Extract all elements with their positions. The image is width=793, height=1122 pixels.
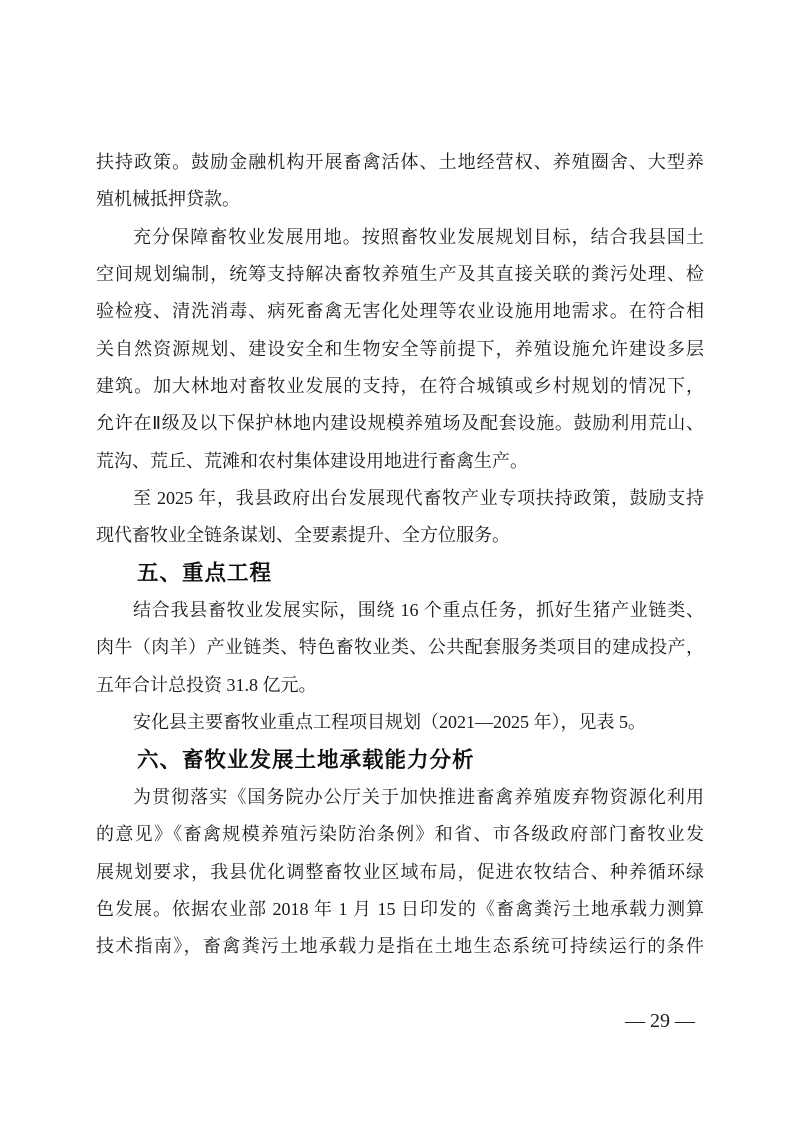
page-number: — 29 —: [625, 1010, 695, 1032]
text-line: 技术指南》，畜禽粪污土地承载力是指在土地生态系统可持续运行的条件: [96, 936, 704, 957]
text-line: 色发展。依据农业部 2018 年 1 月 15 日印发的《畜禽粪污土地承载力测算: [96, 898, 704, 919]
section-heading-5: 五、重点工程: [137, 560, 273, 585]
text-line: 现代畜牧业全链条谋划、全要素提升、全方位服务。: [96, 525, 510, 546]
text-line: 荒沟、荒丘、荒滩和农村集体建设用地进行畜禽生产。: [96, 450, 528, 471]
text-line: 肉牛（肉羊）产业链类、特色畜牧业类、公共配套服务类项目的建成投产，: [96, 637, 704, 658]
text-line: 建筑。加大林地对畜牧业发展的支持，在符合城镇或乡村规划的情况下，: [96, 376, 704, 397]
text-line: 展规划要求，我县优化调整畜牧业区域布局，促进农牧结合、种养循环绿: [96, 861, 704, 882]
text-line: 结合我县畜牧业发展实际，围绕 16 个重点任务，抓好生猪产业链类、: [133, 600, 704, 621]
text-line: 扶持政策。鼓励金融机构开展畜禽活体、土地经营权、养殖圈舍、大型养: [96, 152, 704, 172]
text-line: 关自然资源规划、建设安全和生物安全等前提下，养殖设施允许建设多层: [96, 338, 704, 359]
document-text-block: [96, 144, 704, 966]
text-line: 五年合计总投资 31.8 亿元。: [96, 674, 317, 695]
text-line: 充分保障畜牧业发展用地。按照畜牧业发展规划目标，结合我县国土: [133, 226, 704, 247]
text-line: 空间规划编制，统筹支持解决畜牧养殖生产及其直接关联的粪污处理、检: [96, 264, 704, 285]
text-line: 安化县主要畜牧业重点工程项目规划（2021—2025 年），见表 5。: [133, 712, 646, 733]
section-heading-6: 六、畜牧业发展土地承载能力分析: [137, 747, 475, 772]
text-line: 殖机械抵押贷款。: [96, 189, 240, 210]
text-line: 验检疫、清洗消毒、病死畜禽无害化处理等农业设施用地需求。在符合相: [96, 301, 704, 322]
text-line: 允许在Ⅱ级及以下保护林地内建设规模养殖场及配套设施。鼓励利用荒山、: [96, 413, 704, 434]
text-line: 为贯彻落实《国务院办公厅关于加快推进畜禽养殖废弃物资源化利用: [133, 786, 704, 807]
text-line: 至 2025 年，我县政府出台发展现代畜牧产业专项扶持政策，鼓励支持: [133, 488, 704, 509]
text-line: 的意见》《畜禽规模养殖污染防治条例》和省、市各级政府部门畜牧业发: [96, 824, 704, 845]
